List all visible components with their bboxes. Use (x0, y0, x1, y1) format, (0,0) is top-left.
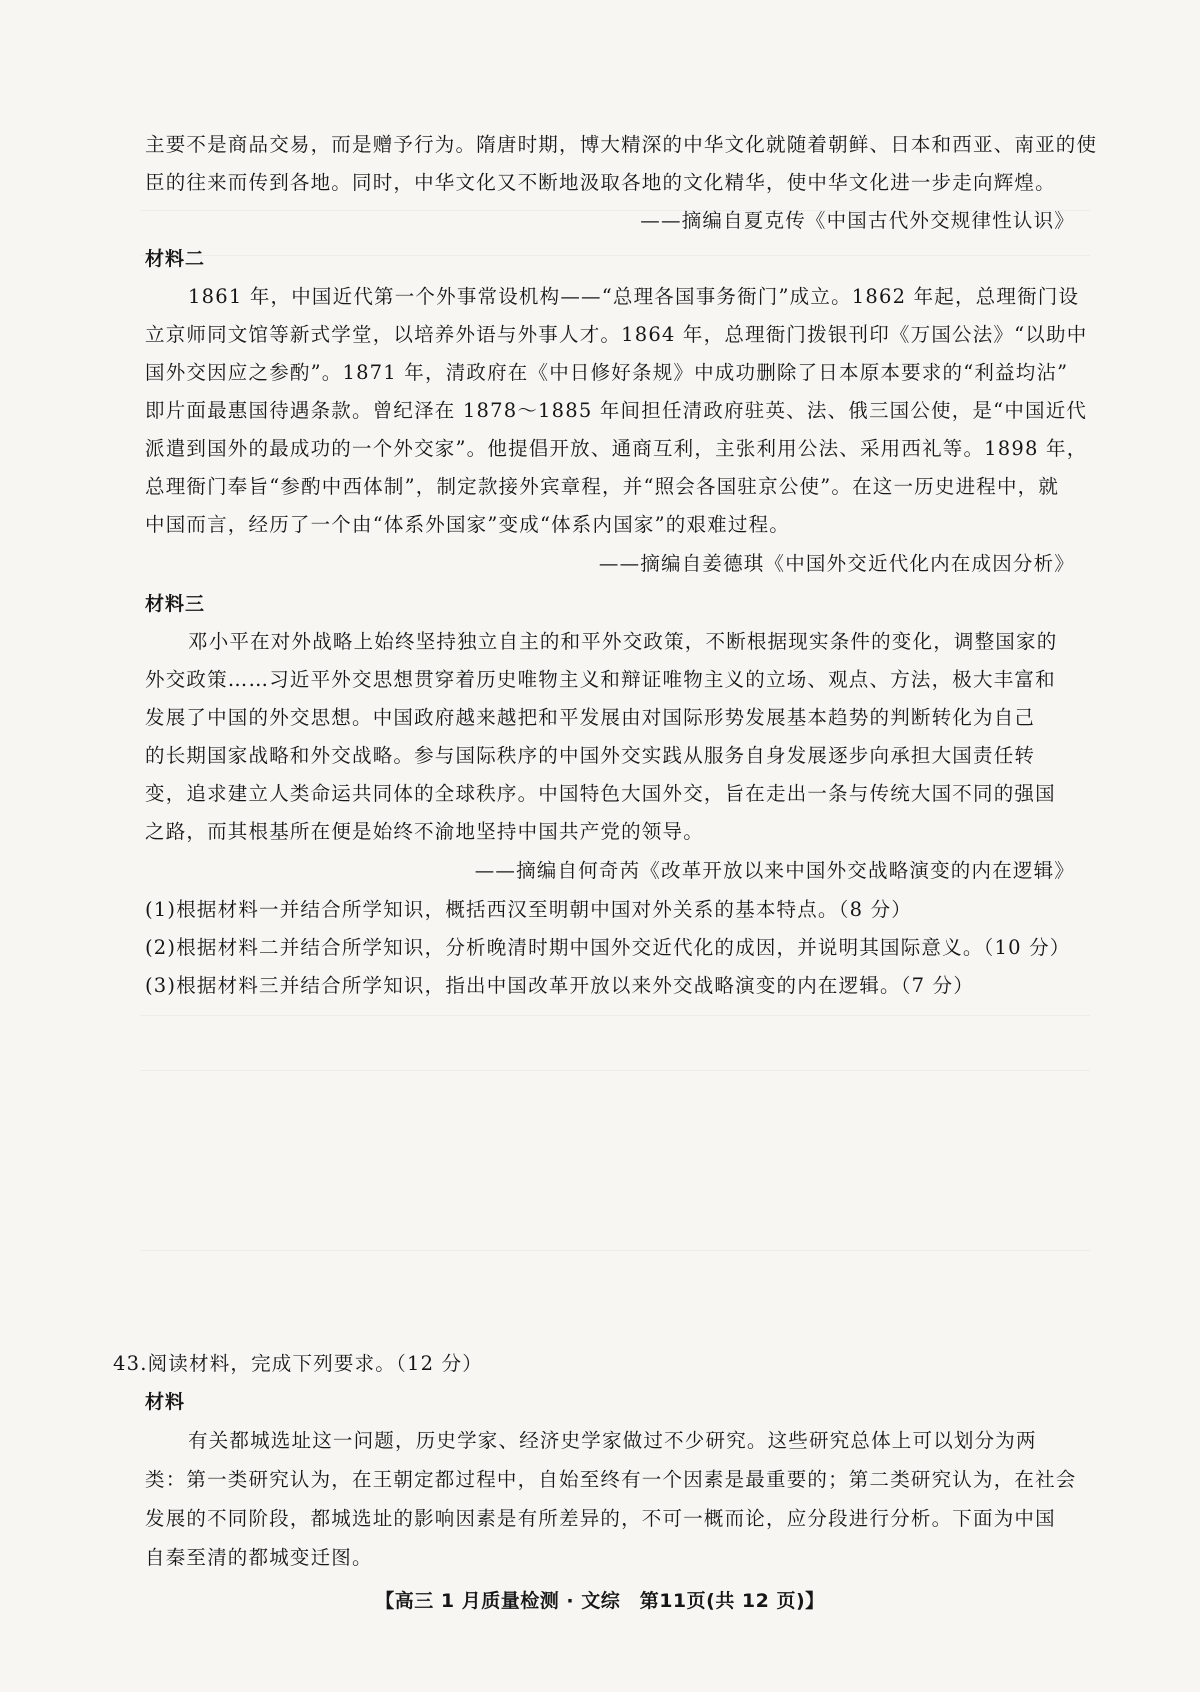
material2-line-1: 1861 年，中国近代第一个外事常设机构——“总理各国事务衙门”成立。1862 年起，总理衙门设 (188, 285, 1080, 308)
question-2: (2)根据材料二并结合所学知识，分析晚清时期中国外交近代化的成因，并说明其国际意义。（10 分） (145, 936, 1071, 959)
material3-line-3: 发展了中国的外交思想。中国政府越来越把和平发展由对国际形势发展基本趋势的判断转化为自己 (145, 706, 1036, 729)
material2-line-7: 中国而言，经历了一个由“体系外国家”变成“体系内国家”的艰难过程。 (145, 513, 790, 536)
question-43-line-2: 类：第一类研究认为，在王朝定都过程中，自始至终有一个因素是最重要的；第二类研究认为，在社会 (145, 1468, 1077, 1491)
question-43-material-heading: 材料 (145, 1391, 186, 1413)
material1-line-1: 主要不是商品交易，而是赠予行为。隋唐时期，博大精深的中华文化就随着朝鲜、日本和西亚、南亚的使 (145, 133, 1098, 156)
material2-line-5: 派遣到国外的最成功的一个外交家”。他提倡开放、通商互利，主张利用公法、采用西礼等。1898 年， (145, 437, 1088, 460)
material3-heading: 材料三 (145, 593, 206, 615)
material3-line-6: 之路，而其根基所在便是始终不渝地坚持中国共产党的领导。 (145, 820, 704, 843)
material2-line-3: 国外交因应之参酌”。1871 年，清政府在《中日修好条规》中成功删除了日本原本要求的“利益均沾” (145, 361, 1069, 384)
material3-line-4: 的长期国家战略和外交战略。参与国际秩序的中国外交实践从服务自身发展逐步向承担大国责任转 (145, 744, 1036, 767)
question-3: (3)根据材料三并结合所学知识，指出中国改革开放以来外交战略演变的内在逻辑。（7 分） (145, 974, 975, 997)
material2-line-6: 总理衙门奉旨“参酌中西体制”，制定款接外宾章程，并“照会各国驻京公使”。在这一历史进程中，就 (145, 475, 1060, 498)
question-43-title: 43.阅读材料，完成下列要求。（12 分） (113, 1352, 483, 1375)
material3-source: ——摘编自何奇芮《改革开放以来中国外交战略演变的内在逻辑》 (474, 859, 1075, 882)
question-1: (1)根据材料一并结合所学知识，概括西汉至明朝中国对外关系的基本特点。（8 分） (145, 898, 912, 921)
material2-heading: 材料二 (145, 248, 206, 270)
material1-line-2: 臣的往来而传到各地。同时，中华文化又不断地汲取各地的文化精华，使中华文化进一步走向辉煌。 (145, 171, 1056, 194)
material3-line-1: 邓小平在对外战略上始终坚持独立自主的和平外交政策，不断根据现实条件的变化，调整国家的 (188, 630, 1058, 653)
question-43-line-3: 发展的不同阶段，都城选址的影响因素是有所差异的，不可一概而论，应分段进行分析。下面为中国 (145, 1507, 1056, 1530)
material3-line-2: 外交政策……习近平外交思想贯穿着历史唯物主义和辩证唯物主义的立场、观点、方法，极大丰富和 (145, 668, 1056, 691)
material2-source: ——摘编自姜德琪《中国外交近代化内在成因分析》 (598, 552, 1075, 575)
material2-line-2: 立京师同文馆等新式学堂，以培养外语与外事人才。1864 年，总理衙门拨银刊印《万国公法》“以助中 (145, 323, 1088, 346)
page-footer: 【高三 1 月质量检测 · 文综 第11页(共 12 页)】 (375, 1590, 825, 1612)
question-43-line-4: 自秦至清的都城变迁图。 (145, 1546, 373, 1569)
material3-line-5: 变，追求建立人类命运共同体的全球秩序。中国特色大国外交，旨在走出一条与传统大国不同的强国 (145, 782, 1056, 805)
material2-line-4: 即片面最惠国待遇条款。曾纪泽在 1878～1885 年间担任清政府驻英、法、俄三国公使，是“中国近代 (145, 399, 1088, 422)
material1-source: ——摘编自夏克传《中国古代外交规律性认识》 (640, 209, 1075, 232)
question-43-line-1: 有关都城选址这一问题，历史学家、经济史学家做过不少研究。这些研究总体上可以划分为两 (188, 1429, 1037, 1452)
